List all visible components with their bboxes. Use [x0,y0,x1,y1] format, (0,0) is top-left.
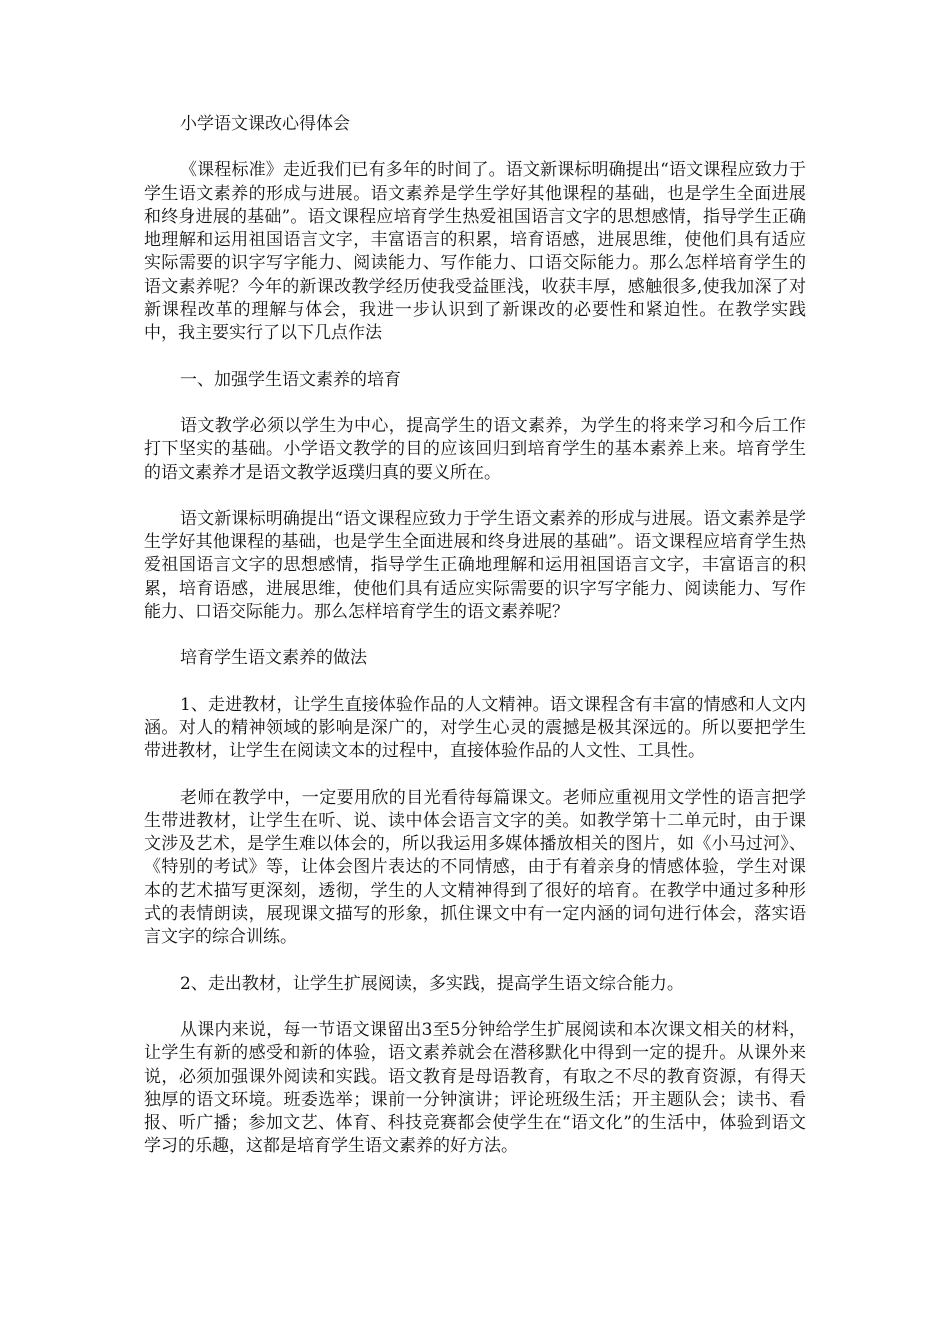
section-heading-1: 一、加强学生语文素养的培育 [180,369,401,390]
paragraph-point-2: 2、走出教材，让学生扩展阅读，多实践，提高学生语文综合能力。 [180,973,684,994]
section-heading-2: 培育学生语文素养的做法 [180,648,367,669]
paragraph: 语文教学必须以学生为中心，提高学生的语文素养，为学生的将来学习和今后工作打下坚实的基础。小学语文教学的目的应该回归到培育学生的基本素养上来。培育学生的语文素养才是语文教学返璞归真的要义所在。 [144,415,806,483]
paragraph-intro: 《课程标准》走近我们已有多年的时间了。语文新课标明确提出“语文课程应致力于学生语文素养的形成与进展。语文素养是学生学好其他课程的基础，也是学生全面进展和终身进展的基础”。语文课程应培育学生热爱祖国语言文字的思想感情，指导学生正确地理解和运用祖国语言文字，丰富语言的积累，培育语感，进展思维，使他们具有适应实际需要的识字写字能力、阅读能力、写作能力、口语交际能力。那么怎样培育学生的语文素养呢？今年的新课改教学经历使我受益匪浅，收获丰厚，感触很多,使我加深了对新课程改革的理解与体会，我进一步认识到了新课改的必要性和紧迫性。在教学实践中，我主要实行了以下几点作法 [144,160,806,344]
document-page [144,113,806,1182]
paragraph: 从课内来说，每一节语文课留出3至5分钟给学生扩展阅读和本次课文相关的材料，让学生有新的感受和新的体验，语文素养就会在潜移默化中得到一定的提升。从课外来说，必须加强课外阅读和实践。语文教育是母语教育，有取之不尽的教育资源，有得天独厚的语文环境。班委选举；课前一分钟演讲；评论班级生活；开主题队会；读书、看报、听广播；参加文艺、体育、科技竞赛都会使学生在“语文化”的生活中，体验到语文学习的乐趣，这都是培育学生语文素养的好方法。 [144,1019,806,1157]
document-title: 小学语文课改心得体会 [180,114,350,134]
paragraph-point-1: 1、走进教材，让学生直接体验作品的人文精神。语文课程含有丰富的情感和人文内涵。对人的精神领域的影响是深广的，对学生心灵的震撼是极其深远的。所以要把学生带进教材，让学生在阅读文本的过程中，直接体验作品的人文性、工具性。 [144,694,806,762]
paragraph: 语文新课标明确提出“语文课程应致力于学生语文素养的形成与进展。语文素养是学生学好其他课程的基础，也是学生全面进展和终身进展的基础”。语文课程应培育学生热爱祖国语言文字的思想感情，指导学生正确地理解和运用祖国语言文字，丰富语言的积累，培育语感，进展思维，使他们具有适应实际需要的识字写字能力、阅读能力、写作能力、口语交际能力。那么怎样培育学生的语文素养呢？ [144,508,806,623]
paragraph: 老师在教学中，一定要用欣的目光看待每篇课文。老师应重视用文学性的语言把学生带进教材，让学生在听、说、读中体会语言文字的美。如教学第十二单元时，由于课文涉及艺术，是学生难以体会的，所以我运用多媒体播放相关的图片，如《小马过河》、《特别的考试》等，让体会图片表达的不同情感，由于有着亲身的情感体验，学生对课本的艺术描写更深刻，透彻，学生的人文精神得到了很好的培育。在教学中通过多种形式的表情朗读，展现课文描写的形象，抓住课文中有一定内涵的词句进行体会，落实语言文字的综合训练。 [144,787,806,948]
